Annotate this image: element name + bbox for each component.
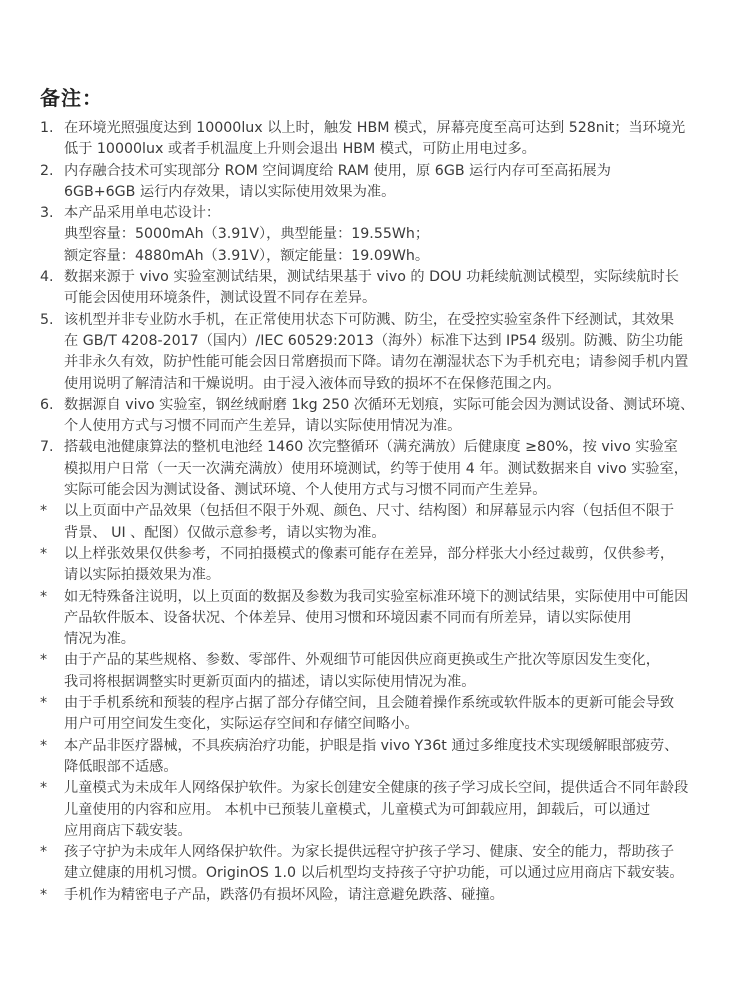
note-item	[40, 693, 720, 736]
note-marker: 6.	[40, 396, 54, 413]
note-marker: *	[40, 737, 48, 754]
note-marker: 3.	[40, 205, 54, 222]
note-text: 数据来源于 vivo 实验室测试结果，测试结果基于 vivo 的 DOU 功耗续航测试模型，实际续航时长 可能会因使用环境条件，测试设置不同存在差异。	[64, 269, 679, 307]
note-text: 由于产品的某些规格、参数、零部件、外观细节可能因供应商更换或生产批次等原因发生变化， 我司将根据调整实时更新页面内的描述，请以实际使用情况为准。	[64, 652, 660, 690]
note-text: 以上样张效果仅供参考，不同拍摄模式的像素可能存在差异，部分样张大小经过裁剪，仅供参考， 请以实际拍摄效果为准。	[64, 545, 675, 584]
note-text: 在环境光照强度达到 10000lux 以上时，触发 HBM 模式，屏幕亮度至高可达到 528nit；当环境光 低于 10000lux 或者手机温度上升则会退出 HBM 模式，可防止用电过多。	[64, 120, 686, 158]
note-item	[40, 544, 720, 587]
note-marker: 1.	[40, 120, 54, 136]
note-item	[40, 395, 720, 438]
note-text: 搭载电池健康算法的整机电池经 1460 次完整循环（满充满放）后健康度 ≥80%，按 vivo 实验室 模拟用户日常（一天一次满充满放）使用环境测试，约等于使用 4 年。测试数据来自 vivo 实验室， 实际可能会因为测试设备、测试环境、个人使用方式与习惯不同而产生差异。	[64, 439, 688, 499]
note-text: 如无特殊备注说明，以上页面的数据及参数为我司实验室标准环境下的测试结果，实际使用中可能因 产品软件版本、设备状况、个体差异、使用习惯和环境因素不同而有所差异，请以实际使用 情况为准。	[64, 588, 689, 648]
note-marker: *	[40, 652, 48, 669]
note-item	[40, 736, 720, 779]
note-item	[40, 310, 720, 395]
note-item	[40, 161, 720, 204]
note-marker: *	[40, 588, 48, 605]
note-item	[40, 778, 720, 842]
note-marker: *	[40, 780, 48, 797]
notes-list	[40, 118, 720, 906]
note-marker: 2.	[40, 162, 54, 179]
note-marker: *	[40, 503, 48, 520]
note-text: 儿童模式为未成年人网络保护软件。为家长创建安全健康的孩子学习成长空间，提供适合不同年龄段 儿童使用的内容和应用。 本机中已预装儿童模式，儿童模式为可卸载应用，卸载后，可以通过 应用商店下载安装。	[64, 780, 689, 839]
note-marker: 5.	[40, 311, 54, 328]
note-text: 数据源自 vivo 实验室，钢丝绒耐磨 1kg 250 次循环无划痕，实际可能会因为测试设备、测试环境、 个人使用方式与习惯不同而产生差异，请以实际使用情况为准。	[64, 396, 695, 435]
note-text: 以上页面中产品效果（包括但不限于外观、颜色、尺寸、结构图）和屏幕显示内容（包括但不限于 背景、 UI 、配图）仅做示意参考，请以实物为准。	[64, 503, 675, 541]
note-item	[40, 437, 720, 501]
note-marker: 7.	[40, 439, 54, 456]
note-item	[40, 501, 720, 544]
note-text: 本产品非医疗器械，不具疾病治疗功能，护眼是指 vivo Y36t 通过多维度技术实现缓解眼部疲劳、 降低眼部不适感。	[64, 737, 679, 775]
note-item	[40, 118, 720, 161]
note-marker: 4.	[40, 269, 54, 286]
note-text: 本产品采用单电芯设计： 典型容量：5000mAh（3.91V），典型能量：19.55Wh； 额定容量：4880mAh（3.91V），额定能量：19.09Wh。	[64, 205, 430, 264]
note-marker: *	[40, 844, 48, 861]
note-text: 孩子守护为未成年人网络保护软件。为家长提供远程守护孩子学习、健康、安全的能力，帮助孩子 建立健康的用机习惯。OriginOS 1.0 以后机型均支持孩子守护功能，可以通过应用商店下载安装。	[64, 844, 684, 882]
note-item	[40, 587, 720, 651]
note-text: 由于手机系统和预装的程序占据了部分存储空间，且会随着操作系统或软件版本的更新可能会导致 用户可用空间发生变化，实际运存空间和存储空间略小。	[64, 695, 675, 733]
note-text: 手机作为精密电子产品，跌落仍有损坏风险，请注意避免跌落、碰撞。	[64, 886, 504, 903]
note-text: 内存融合技术可实现部分 ROM 空间调度给 RAM 使用，原 6GB 运行内存可至高拓展为 6GB+6GB 运行内存效果，请以实际使用效果为准。	[64, 162, 611, 200]
notes-title: 备注：	[40, 86, 103, 110]
note-marker: *	[40, 695, 48, 712]
note-marker: *	[40, 545, 48, 562]
note-item	[40, 885, 720, 906]
note-marker: *	[40, 886, 48, 903]
note-item	[40, 267, 720, 310]
note-item	[40, 650, 720, 693]
note-item	[40, 203, 720, 267]
note-text: 该机型并非专业防水手机，在正常使用状态下可防溅、防尘，在受控实验室条件下经测试，其效果 在 GB/T 4208-2017（国内）/IEC 60529:2013（海外）标准下达到 IP54 级别。防溅、防尘功能 并非永久有效，防护性能可能会因日常磨损而下降。请勿在潮湿状态下为手机充电；请参阅手机内置 使用说明了解清洁和干燥说明。由于浸入液体而导致的损坏不在保修范围之内。	[64, 311, 689, 392]
note-item	[40, 842, 720, 885]
